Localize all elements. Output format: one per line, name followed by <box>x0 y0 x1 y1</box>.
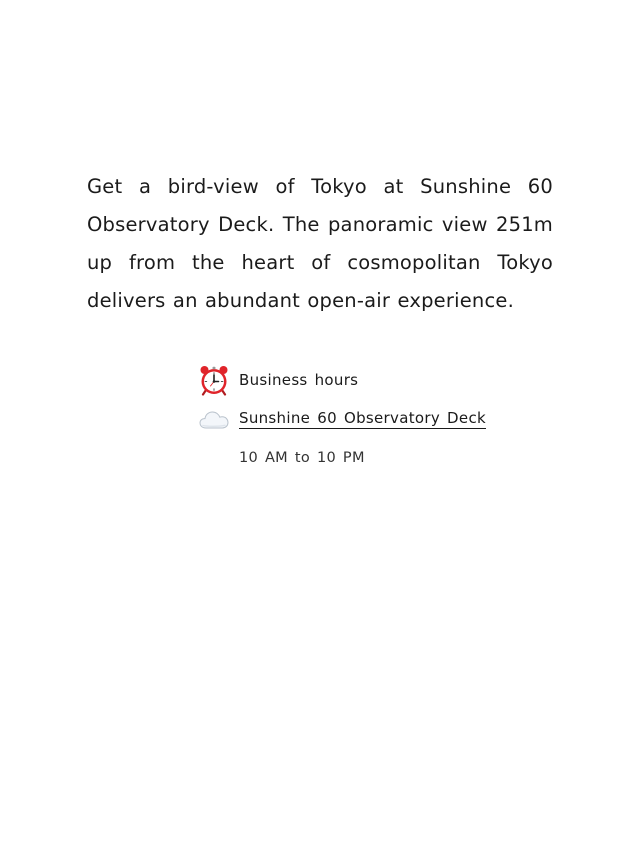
alarm-clock-icon <box>198 364 230 396</box>
cloud-icon <box>198 403 230 435</box>
observatory-deck-link[interactable]: Sunshine 60 Observatory Deck <box>239 408 486 427</box>
business-hours-label: Business hours <box>239 370 359 389</box>
info-section <box>198 360 486 477</box>
location-row <box>198 399 486 438</box>
description-paragraph: Get a bird-view of Tokyo at Sunshine 60 Observatory Deck. The panoramic view 251m up from the heart of cosmopolitan Tokyo delivers an abundant open-air experience. <box>87 175 553 312</box>
hours-row <box>198 438 486 477</box>
hours-value: 10 AM to 10 PM <box>239 449 365 466</box>
business-hours-row <box>198 360 486 399</box>
